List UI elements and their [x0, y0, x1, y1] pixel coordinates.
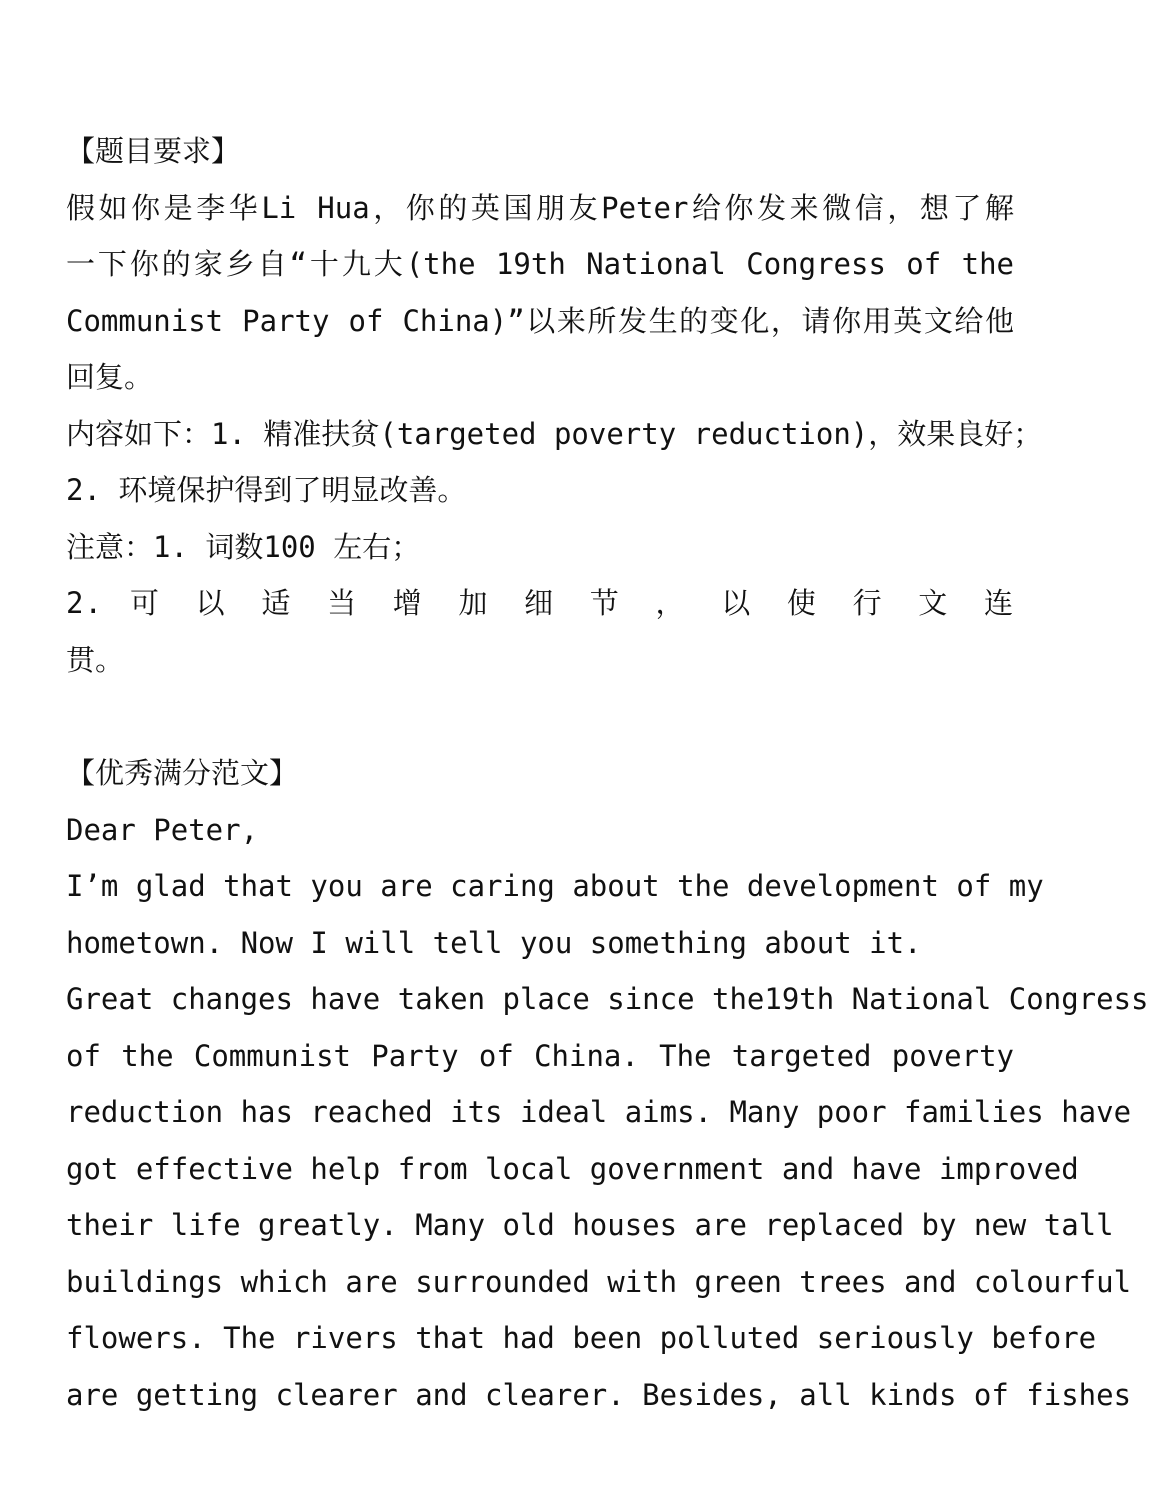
essay-line-8: their life greatly. Many old houses are replaced by new tall — [66, 1208, 1114, 1242]
essay-line-2: I’m glad that you are caring about the development of my — [66, 869, 1044, 903]
requirements-line-9: 贯。 — [66, 643, 125, 677]
essay-line-3: hometown. Now I will tell you something about it. — [66, 926, 922, 960]
requirements-line-4: 回复。 — [66, 360, 154, 394]
essay-line-1: Dear Peter, — [66, 813, 259, 847]
requirements-line-8: 2. 可 以 适 当 增 加 细 节 ， 以 使 行 文 连 — [66, 586, 1014, 620]
essay-line-11: are getting clearer and clearer. Besides, all kinds of fishes — [66, 1378, 1132, 1412]
essay-title: 【优秀满分范文】 — [66, 756, 299, 790]
essay-line-7: got effective help from local government and have improved — [66, 1152, 1079, 1186]
requirements-title: 【题目要求】 — [66, 134, 241, 168]
requirements-line-3: Communist Party of China)”以来所发生的变化，请你用英文给他 — [66, 304, 1014, 338]
requirements-line-6: 2. 环境保护得到了明显改善。 — [66, 473, 467, 507]
requirements-line-1: 假如你是李华Li Hua，你的英国朋友Peter给你发来微信，想了解 — [66, 191, 1014, 225]
requirements-line-5: 内容如下：1. 精准扶贫(targeted poverty reduction)，效果良好； — [66, 417, 1043, 451]
essay-line-10: flowers. The rivers that had been polluted seriously before — [66, 1321, 1097, 1355]
essay-line-9: buildings which are surrounded with green trees and colourful — [66, 1265, 1132, 1299]
essay-line-6: reduction has reached its ideal aims. Many poor families have — [66, 1095, 1132, 1129]
essay-line-5: of the Communist Party of China. The targeted poverty — [66, 1039, 1014, 1073]
essay-line-4: Great changes have taken place since the19th National Congress — [66, 982, 1149, 1016]
requirements-line-2: 一下你的家乡自“十九大(the 19th National Congress of the — [66, 247, 1014, 281]
requirements-line-7: 注意：1. 词数100 左右； — [66, 530, 421, 564]
